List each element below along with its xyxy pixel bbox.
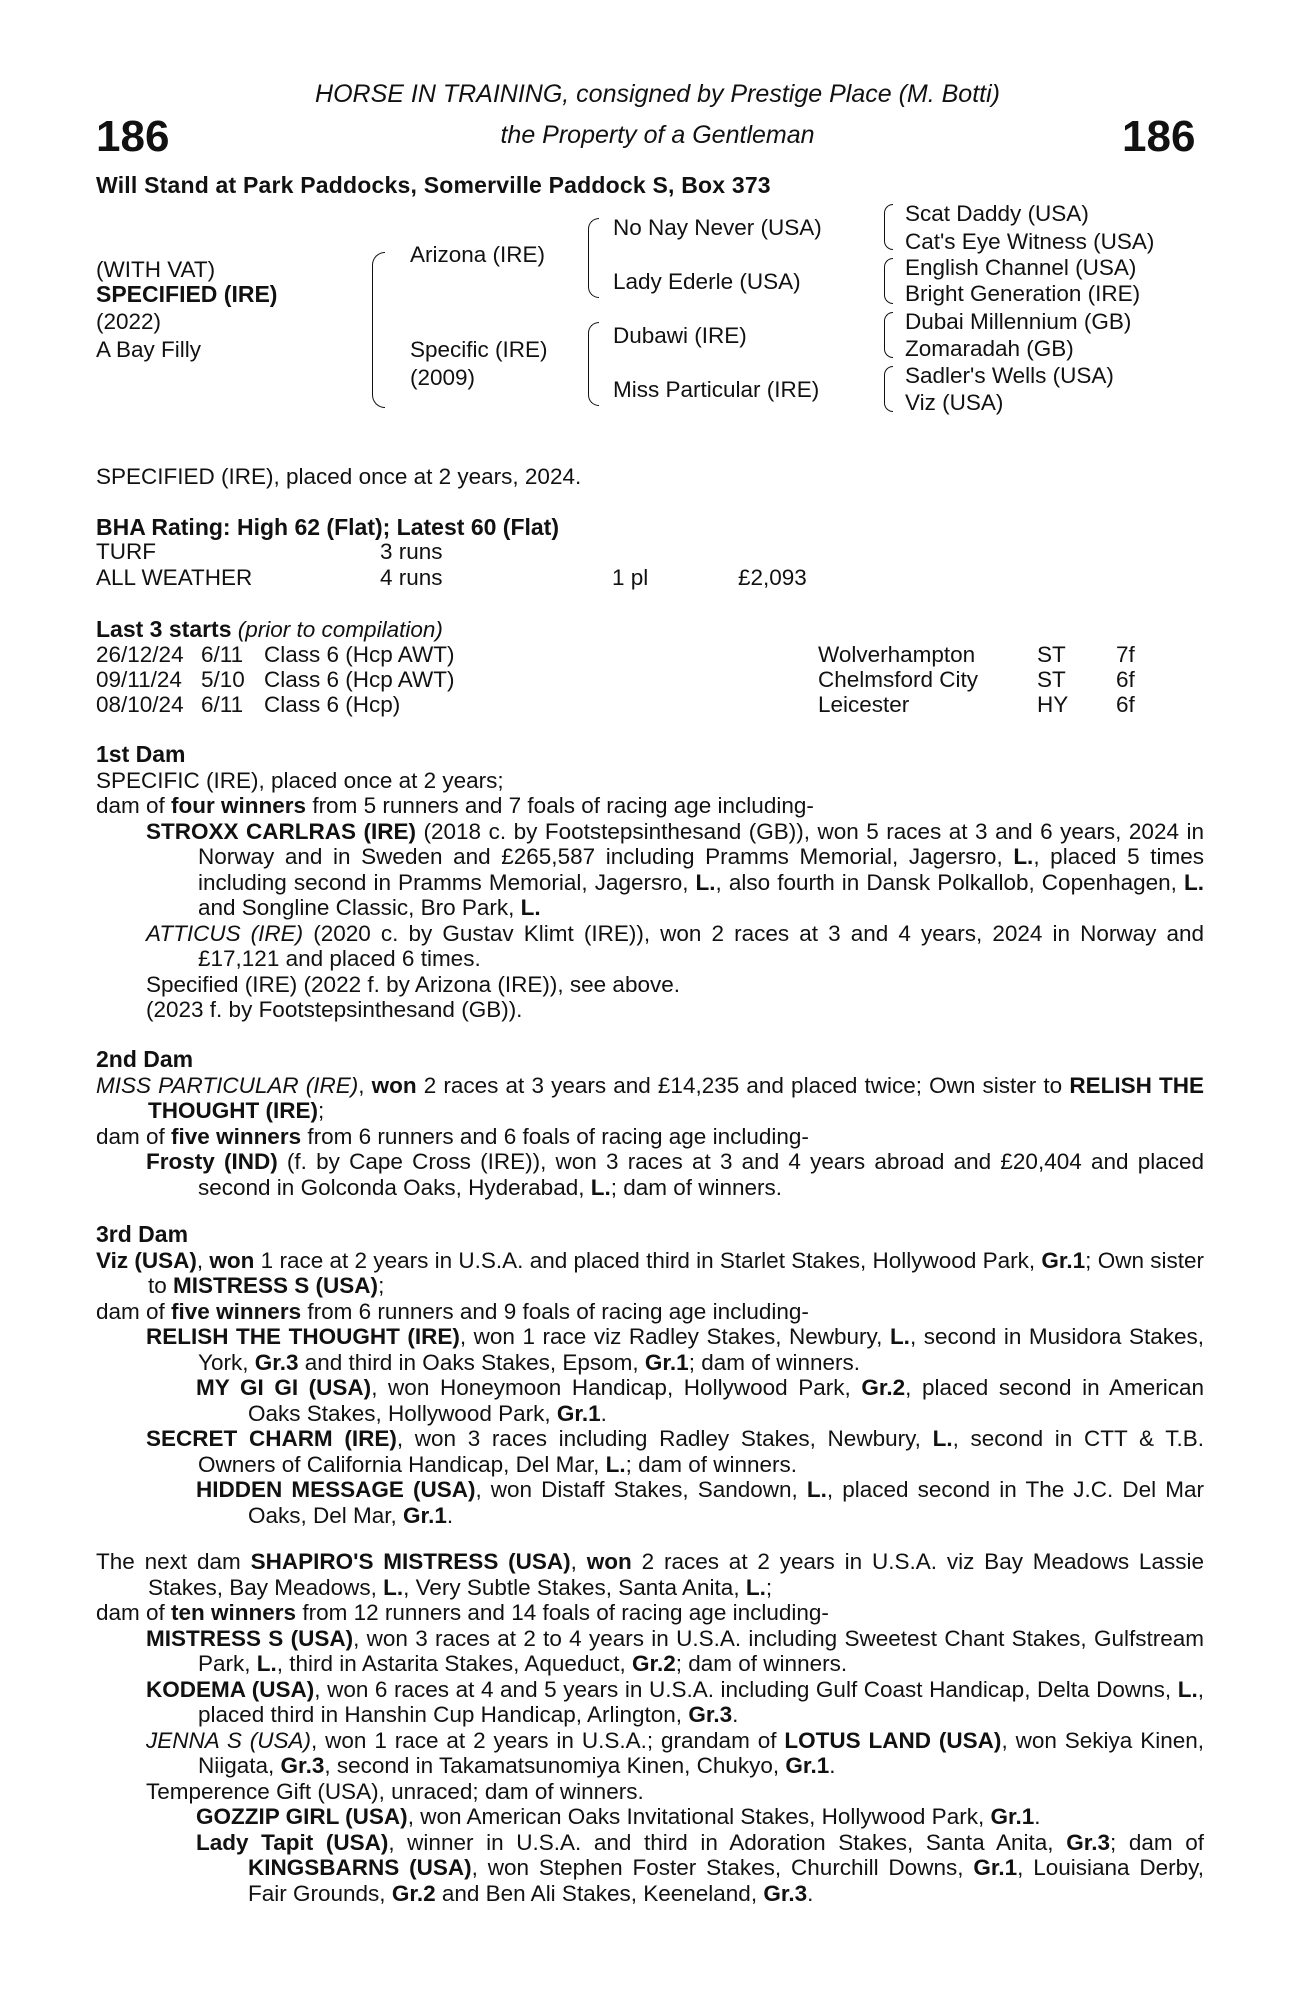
start-class: Class 6 (Hcp) <box>264 692 401 717</box>
text-run: and third in Oaks Stakes, Epsom, <box>298 1349 645 1375</box>
first-dam-section <box>96 742 1204 1023</box>
bold-text: Gr.3 <box>254 1349 299 1375</box>
text-run: (f. by Cape Cross (IRE)), won 3 races at 3 and 4 years abroad and £20,404 and placed second in Golconda Oaks, Hyderabad, <box>198 1149 1205 1200</box>
text-run: , won 6 races at 4 and 5 years in U.S.A. including Gulf Coast Handicap, Delta Downs, <box>314 1676 1178 1702</box>
bold-text: L. <box>889 1324 910 1349</box>
text-run: ; dam of winners. <box>675 1651 848 1676</box>
text-run: ; <box>317 1098 325 1123</box>
bold-text: KODEMA (USA) <box>146 1676 315 1702</box>
dam-produce-summary <box>96 1124 1204 1150</box>
pedigree-sdd: Bright Generation (IRE) <box>905 281 1141 306</box>
text-run: , won Honeymoon Handicap, Hollywood Park, <box>371 1375 862 1400</box>
start-distance: 7f <box>1116 642 1135 667</box>
text-run: ; Own sister to <box>148 1247 1204 1298</box>
text-run: . <box>732 1702 739 1727</box>
bold-text: RELISH THE THOUGHT (IRE) <box>146 1324 460 1349</box>
pedigree-bracket-ds <box>884 312 893 358</box>
progeny-entry <box>96 1830 1204 1907</box>
text-run: from 12 runners and 14 foals of racing age including- <box>296 1600 829 1625</box>
bold-text: GOZZIP GIRL (USA) <box>196 1804 408 1829</box>
dam-record <box>96 1248 1204 1299</box>
bold-text: L. <box>256 1651 277 1676</box>
section-heading: 3rd Dam <box>96 1221 189 1247</box>
bold-text: SECRET CHARM (IRE) <box>146 1426 397 1451</box>
bold-text: Gr.2 <box>631 1651 676 1676</box>
bold-text: Gr.2 <box>391 1880 436 1906</box>
progeny-entry: Specified (IRE) (2022 f. by Arizona (IRE)), see above. <box>146 971 680 997</box>
text-run: , won 3 races at 2 to 4 years in U.S.A. including Sweetest Chant Stakes, Gulfstream Park, <box>198 1625 1204 1676</box>
stand-location: Will Stand at Park Paddocks, Somerville Paddock S, Box 373 <box>96 172 771 198</box>
text-run: . <box>1034 1804 1041 1829</box>
text-run: , won 1 race viz Radley Stakes, Newbury, <box>459 1324 890 1349</box>
pedigree-dds: Sadler's Wells (USA) <box>905 363 1114 388</box>
text-run: dam of <box>96 1600 172 1625</box>
text-run: (2018 c. by Footstepsinthesand (GB)), won 5 races at 3 and 6 years, 2024 in Norway and in Sweden and £265,587 including Pramms Memorial, Jagersro, <box>198 818 1204 869</box>
text-run: , <box>570 1549 587 1574</box>
text-run: , won Distaff Stakes, Sandown, <box>475 1477 807 1502</box>
bold-text: Viz (USA) <box>96 1247 197 1273</box>
placed-count: 1 pl <box>612 565 649 590</box>
text-run: from 6 runners and 9 foals of racing age including- <box>301 1298 809 1324</box>
start-distance: 6f <box>1116 667 1135 692</box>
text-run: , second in Musidora Stakes, York, <box>198 1324 1204 1375</box>
bold-text: L. <box>605 1451 626 1477</box>
start-date: 08/10/24 <box>96 692 184 717</box>
pedigree-bracket-sire <box>588 218 599 298</box>
bha-rating: BHA Rating: High 62 (Flat); Latest 60 (Flat) <box>96 514 559 540</box>
pedigree-dsd: Zomaradah (GB) <box>905 336 1074 361</box>
pedigree-bracket-dam <box>588 322 599 406</box>
consignor-line: HORSE IN TRAINING, consigned by Prestige Place (M. Botti) <box>315 80 1000 108</box>
progeny-entry <box>96 1804 1204 1830</box>
text-run: , won Sekiya Kinen, Niigata, <box>198 1727 1205 1778</box>
dam-record <box>96 1549 1204 1600</box>
pedigree-sds: English Channel (USA) <box>905 255 1137 280</box>
progeny-entry: Temperence Gift (USA), unraced; dam of winners. <box>146 1778 644 1804</box>
third-dam-section <box>96 1222 1204 1528</box>
pedigree-dam-sire: Dubawi (IRE) <box>613 323 747 348</box>
dam-produce-summary <box>96 1600 1204 1626</box>
progeny-entry <box>96 1626 1204 1677</box>
text-run: , second in Takamatsunomiya Kinen, Chukyo, <box>324 1753 786 1778</box>
bold-text: MISTRESS S (USA) <box>146 1625 354 1651</box>
start-going: ST <box>1037 667 1066 692</box>
bold-text: won <box>371 1072 417 1098</box>
horse-description: A Bay Filly <box>96 337 202 362</box>
bold-text: L. <box>520 895 541 920</box>
bold-text: MY GI GI (USA) <box>196 1375 372 1400</box>
prize-money: £2,093 <box>738 565 807 590</box>
text-run: dam of <box>96 1123 172 1149</box>
start-going: ST <box>1037 642 1066 667</box>
surface-label: TURF <box>96 539 156 564</box>
bold-text: L. <box>590 1174 611 1200</box>
bold-text: five winners <box>171 1298 302 1324</box>
text-run: , winner in U.S.A. and third in Adoration Stakes, Santa Anita, <box>388 1829 1067 1855</box>
dam-record <box>96 1073 1204 1124</box>
surface-label: ALL WEATHER <box>96 565 253 590</box>
bold-text: L. <box>745 1574 766 1600</box>
horse-year: (2022) <box>96 309 162 334</box>
bold-text: Gr.3 <box>763 1880 808 1906</box>
text-run: MISS PARTICULAR (IRE) <box>96 1072 359 1098</box>
pedigree-ssd: Cat's Eye Witness (USA) <box>905 229 1155 254</box>
runs-count: 4 runs <box>380 565 443 590</box>
start-class: Class 6 (Hcp AWT) <box>264 667 455 692</box>
progeny-entry <box>96 921 1204 972</box>
start-course: Leicester <box>818 692 910 717</box>
text-run: , Very Subtle Stakes, Santa Anita, <box>403 1574 746 1600</box>
bold-text: Gr.1 <box>973 1855 1018 1880</box>
bold-text: Gr.3 <box>1066 1829 1110 1855</box>
text-run: . <box>807 1880 814 1906</box>
bold-text: Gr.1 <box>644 1349 689 1375</box>
text-run: 2 races at 3 years and £14,235 and placed twice; Own sister to <box>416 1072 1070 1098</box>
vat-label: (WITH VAT) <box>96 257 216 282</box>
text-run: , won 1 race at 2 years in U.S.A.; grandam of <box>311 1727 785 1753</box>
bold-text: Gr.1 <box>1041 1247 1086 1273</box>
property-line: the Property of a Gentleman <box>500 121 815 149</box>
bold-text: Frosty (IND) <box>146 1149 278 1174</box>
bold-text: won <box>586 1549 632 1574</box>
next-dam-section <box>96 1549 1204 1906</box>
start-position: 5/10 <box>201 667 245 692</box>
progeny-entry: (2023 f. by Footstepsinthesand (GB)). <box>146 997 523 1022</box>
text-run: , Louisiana Derby, Fair Grounds, <box>248 1855 1204 1906</box>
progeny-entry <box>96 1477 1204 1528</box>
start-course: Wolverhampton <box>818 642 976 667</box>
pedigree-bracket-ss <box>884 204 893 250</box>
text-run: ; dam of <box>1109 1829 1204 1855</box>
text-run: 2 races at 2 years in U.S.A. viz Bay Meadows Lassie Stakes, Bay Meadows, <box>148 1549 1204 1600</box>
horse-name: SPECIFIED (IRE) <box>96 281 278 307</box>
pedigree-bracket-dd <box>884 366 893 412</box>
text-run: (prior to compilation) <box>237 617 443 642</box>
bold-text: won <box>209 1247 255 1273</box>
race-summary: SPECIFIED (IRE), placed once at 2 years, 2024. <box>96 464 582 489</box>
pedigree-sire-sire: No Nay Never (USA) <box>613 215 822 240</box>
lot-number-left: 186 <box>96 112 170 161</box>
text-run: , <box>196 1247 210 1273</box>
text-run: , placed 5 times including second in Pramms Memorial, Jagersro, <box>198 844 1204 895</box>
text-run: . <box>446 1502 454 1528</box>
bold-text: MISTRESS S (USA) <box>173 1273 379 1298</box>
pedigree-dam: Specific (IRE) <box>410 337 548 362</box>
section-heading: 1st Dam <box>96 741 186 767</box>
bold-text: L. <box>1184 869 1204 895</box>
bold-text: Gr.1 <box>990 1804 1035 1829</box>
text-run: . <box>829 1753 836 1778</box>
bold-text: SHAPIRO'S MISTRESS (USA) <box>250 1549 571 1574</box>
text-run: 1 race at 2 years in U.S.A. and placed third in Starlet Stakes, Hollywood Park, <box>254 1247 1042 1273</box>
text-run: . <box>600 1400 607 1426</box>
bold-text: Gr.2 <box>861 1375 906 1400</box>
bold-text: LOTUS LAND (USA) <box>784 1727 1002 1753</box>
progeny-entry <box>96 1149 1204 1200</box>
text-run: ATTICUS (IRE) <box>146 920 304 946</box>
progeny-entry <box>96 1677 1204 1728</box>
text-run: The next dam <box>96 1549 251 1574</box>
pedigree-ddd: Viz (USA) <box>905 390 1004 415</box>
progeny-entry <box>96 1728 1204 1779</box>
text-run: , also fourth in Dansk Polkallob, Copenhagen, <box>715 869 1184 895</box>
text-run: , third in Astarita Stakes, Aqueduct, <box>276 1651 632 1676</box>
pedigree-dss: Dubai Millennium (GB) <box>905 309 1132 334</box>
text-run: (2020 c. by Gustav Klimt (IRE)), won 2 races at 3 and 4 years, 2024 in Norway and £17,121 and placed 6 times. <box>198 920 1204 971</box>
bold-text: L. <box>1013 844 1034 869</box>
pedigree-dam-dam: Miss Particular (IRE) <box>613 377 820 402</box>
text-run: from 5 runners and 7 foals of racing age including- <box>306 793 814 818</box>
start-going: HY <box>1037 692 1069 717</box>
bold-text: Gr.1 <box>556 1400 601 1426</box>
text-run: Last 3 starts <box>96 616 232 642</box>
bold-text: KINGSBARNS (USA) <box>248 1855 472 1880</box>
dam-record: SPECIFIC (IRE), placed once at 2 years; <box>96 767 504 793</box>
bold-text: STROXX CARLRAS (IRE) <box>146 818 417 844</box>
start-class: Class 6 (Hcp AWT) <box>264 642 455 667</box>
text-run: ; <box>378 1273 385 1298</box>
start-date: 26/12/24 <box>96 642 184 667</box>
pedigree-bracket-main <box>372 252 385 408</box>
bold-text: Lady Tapit (USA) <box>196 1829 389 1855</box>
progeny-entry <box>96 1426 1204 1477</box>
progeny-entry <box>96 1324 1204 1375</box>
bold-text: ten winners <box>171 1600 297 1625</box>
text-run: ; dam of winners. <box>610 1174 783 1200</box>
progeny-entry <box>96 1375 1204 1426</box>
text-run: , placed second in American Oaks Stakes, Hollywood Park, <box>248 1375 1204 1426</box>
pedigree-dam-year: (2009) <box>410 365 476 390</box>
start-position: 6/11 <box>201 692 244 717</box>
start-course: Chelmsford City <box>818 667 979 692</box>
text-run: and Songline Classic, Bro Park, <box>198 895 521 920</box>
start-position: 6/11 <box>201 642 244 667</box>
bold-text: Gr.1 <box>403 1502 447 1528</box>
text-run: , second in CTT & T.B. Owners of California Handicap, Del Mar, <box>198 1426 1205 1477</box>
bold-text: L. <box>383 1574 404 1600</box>
text-run: JENNA S (USA) <box>146 1727 311 1753</box>
pedigree-sire-dam: Lady Ederle (USA) <box>613 269 801 294</box>
text-run: , <box>358 1072 372 1098</box>
text-run: from 6 runners and 6 foals of racing age including- <box>301 1123 809 1149</box>
bold-text: L. <box>1177 1676 1198 1702</box>
text-run: ; <box>765 1574 773 1600</box>
pedigree-bracket-sd <box>884 258 893 304</box>
bold-text: five winners <box>171 1123 302 1149</box>
dam-produce-summary <box>96 793 1204 819</box>
bold-text: Gr.1 <box>785 1753 830 1778</box>
bold-text: Gr.3 <box>688 1702 733 1727</box>
text-run: dam of <box>96 1298 172 1324</box>
lot-number-right: 186 <box>1122 112 1196 161</box>
progeny-entry <box>96 819 1204 921</box>
text-run: , won 3 races including Radley Stakes, Newbury, <box>396 1426 933 1451</box>
text-run: , placed second in The J.C. Del Mar Oaks, Del Mar, <box>248 1477 1204 1528</box>
bold-text: HIDDEN MESSAGE (USA) <box>196 1477 476 1502</box>
text-run: dam of <box>96 793 172 818</box>
runs-count: 3 runs <box>380 539 443 564</box>
pedigree-sss: Scat Daddy (USA) <box>905 201 1089 226</box>
last-starts-heading <box>96 617 443 643</box>
bold-text: L. <box>932 1426 953 1451</box>
text-run: ; dam of winners. <box>688 1349 861 1375</box>
start-distance: 6f <box>1116 692 1135 717</box>
bold-text: RELISH THE THOUGHT (IRE) <box>148 1072 1204 1123</box>
text-run: , won American Oaks Invitational Stakes, Hollywood Park, <box>407 1804 991 1829</box>
section-heading: 2nd Dam <box>96 1046 194 1072</box>
second-dam-section <box>96 1047 1204 1200</box>
pedigree-sire: Arizona (IRE) <box>410 242 546 267</box>
text-run: , placed third in Hanshin Cup Handicap, Arlington, <box>198 1676 1204 1727</box>
bold-text: four winners <box>171 793 307 818</box>
dam-produce-summary <box>96 1299 1204 1325</box>
bold-text: Gr.3 <box>280 1753 325 1778</box>
bold-text: L. <box>695 869 716 895</box>
start-date: 09/11/24 <box>96 667 182 692</box>
text-run: , won Stephen Foster Stakes, Churchill Downs, <box>471 1855 974 1880</box>
text-run: and Ben Ali Stakes, Keeneland, <box>435 1880 764 1906</box>
text-run: ; dam of winners. <box>625 1451 797 1477</box>
bold-text: L. <box>806 1477 827 1502</box>
